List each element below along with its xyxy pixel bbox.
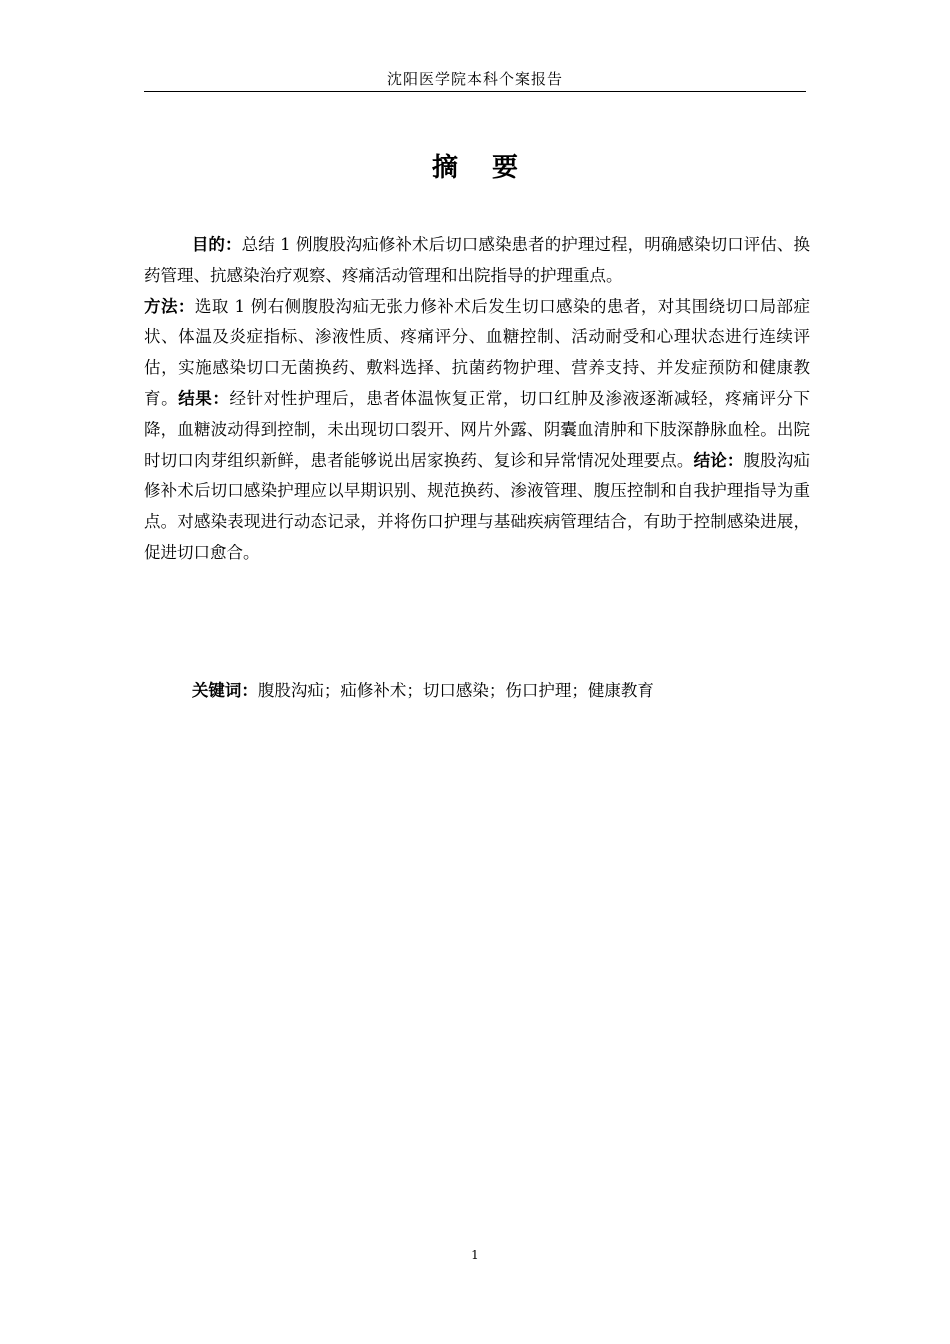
conclusion-text: 腹股沟疝修补术后切口感染护理应以早期识别、规范换药、渗液管理、腹压控制和自我护理指导为重点。对感染表现进行动态记录，并将伤口护理与基础疾病管理结合，有助于控制感染进展，促进切口愈合。 <box>144 450 811 562</box>
methods-text: 选取 1 例右侧腹股沟疝无张力修补术后发生切口感染的患者，对其围绕切口局部症状、体温及炎症指标、渗液性质、疼痛评分、血糖控制、活动耐受和心理状态进行连续评估，实施感染切口无菌换药、敷料选择、抗菌药物护理、营养支持、并发症预防和健康教育。 <box>144 296 810 408</box>
keywords-line <box>144 676 810 706</box>
header-rule <box>144 91 806 92</box>
title-char-1: 摘 <box>431 153 458 183</box>
keywords-label: 关键词： <box>191 681 258 700</box>
page-number: 1 <box>471 1248 479 1262</box>
abstract-methods-results-conclusion <box>144 292 810 569</box>
objective-label: 目的： <box>191 235 242 254</box>
results-label: 结果： <box>178 388 230 408</box>
title-char-2: 要 <box>492 153 519 183</box>
abstract-objective <box>144 230 810 292</box>
abstract-body <box>144 230 810 569</box>
running-header: 沈阳医学院本科个案报告 <box>386 70 563 88</box>
methods-label: 方法： <box>144 296 195 316</box>
conclusion-label: 结论： <box>693 450 744 470</box>
results-text: 经针对性护理后，患者体温恢复正常，切口红肿及渗液逐渐减轻，疼痛评分下降，血糖波动得到控制，未出现切口裂开、网片外露、阴囊血清肿和下肢深静脉血栓。出院时切口肉芽组织新鲜，患者能够说出居家换药、复诊和异常情况处理要点。 <box>144 388 811 470</box>
section-title <box>144 148 806 188</box>
objective-text: 总结 1 例腹股沟疝修补术后切口感染患者的护理过程，明确感染切口评估、换药管理、抗感染治疗观察、疼痛活动管理和出院指导的护理重点。 <box>144 235 810 285</box>
keywords-text: 腹股沟疝；疝修补术；切口感染；伤口护理；健康教育 <box>257 681 654 700</box>
